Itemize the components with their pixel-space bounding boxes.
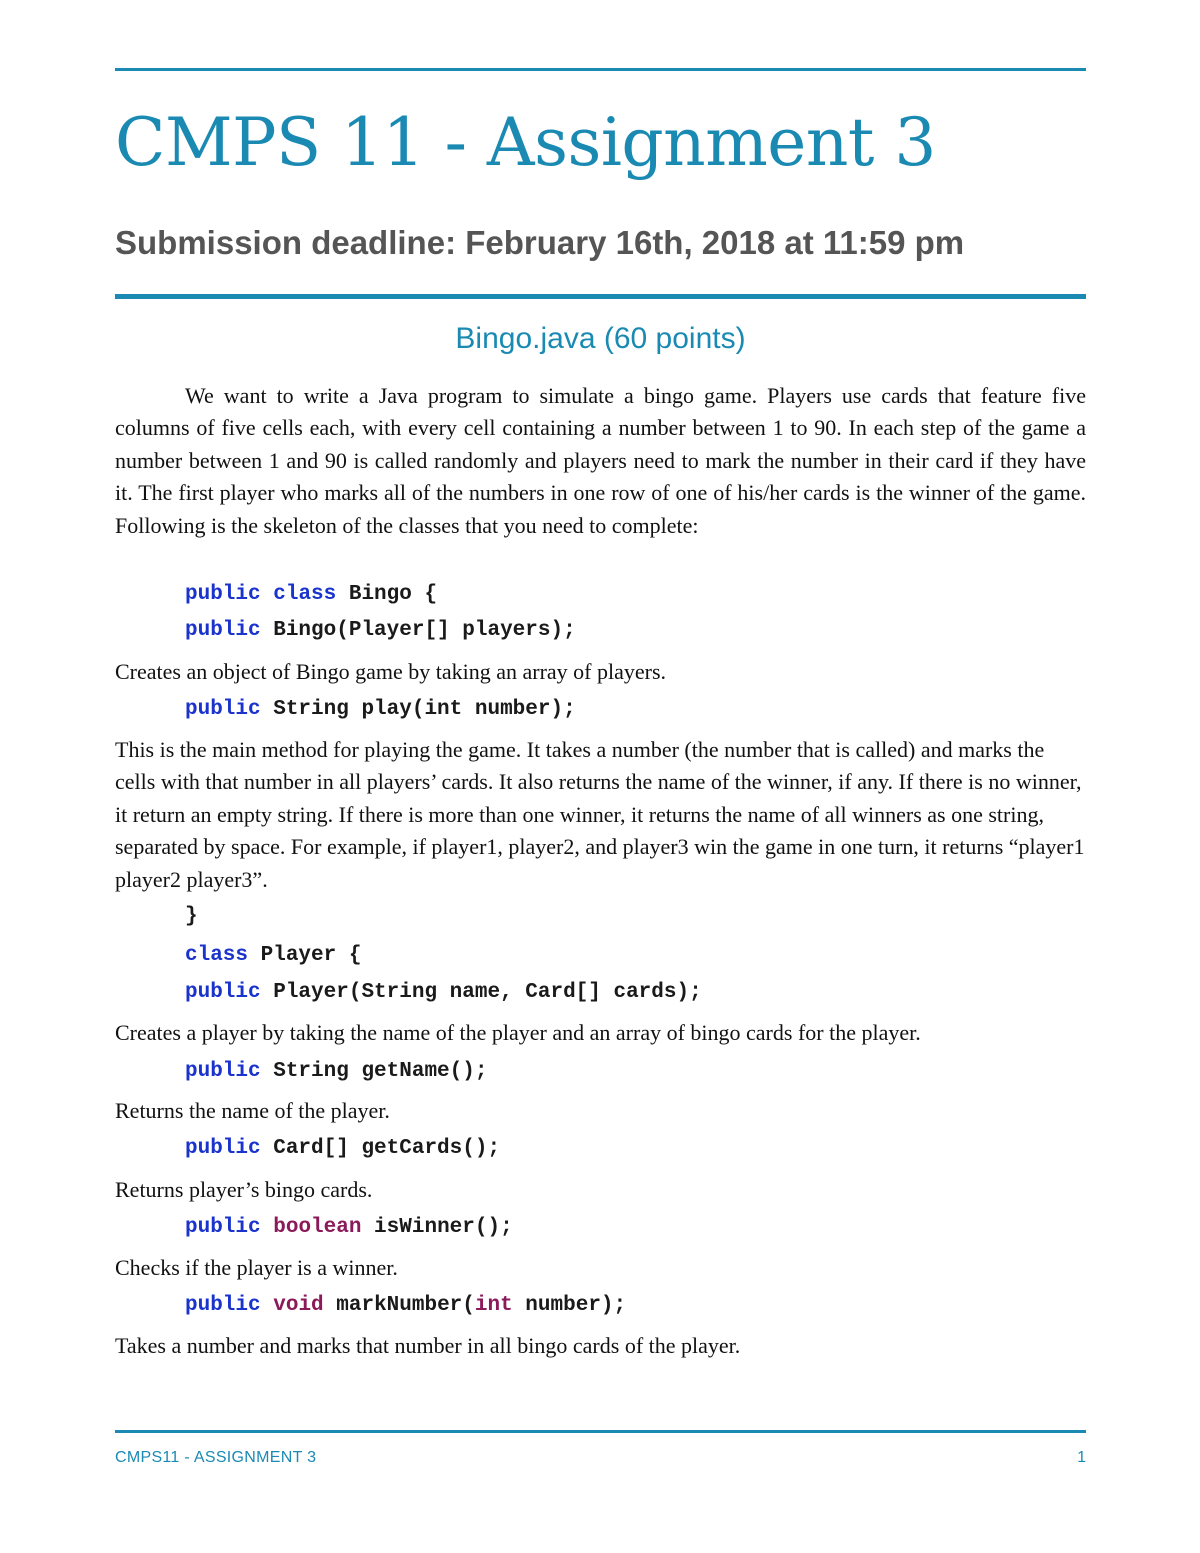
get-cards-description: Returns player’s bingo cards. (115, 1177, 373, 1202)
code-text: String play(int number); (260, 698, 576, 721)
code-bingo-constructor (185, 620, 576, 641)
play-method-description: This is the main method for playing the game. It takes a number (the number that is called) and marks the cells with that number in all players’ cards. It also returns the name of the winner, if any. If there is no winner, it return an empty string. If there is more than one winner, it returns the name of all winners as one string, separated by space. For example, if player1, player2, and player3 win the game in one turn, it returns “player1 player2 player3”. (115, 737, 1085, 892)
code-text: Bingo(Player[] players); (260, 619, 576, 642)
get-name-description: Returns the name of the player. (115, 1098, 390, 1123)
code-text: number); (512, 1294, 627, 1317)
code-keyword: public (185, 698, 261, 721)
code-keyword: public (185, 1294, 261, 1317)
code-text: isWinner(); (361, 1216, 513, 1239)
mark-number-description: Takes a number and marks that number in all bingo cards of the player. (115, 1333, 741, 1358)
code-player-class (185, 945, 361, 966)
code-keyword: int (474, 1294, 513, 1317)
code-keyword: public (185, 619, 261, 642)
submission-deadline: Submission deadline: February 16th, 2018 at 11:59 pm (115, 224, 965, 261)
code-text: String getName(); (260, 1060, 488, 1083)
code-text: Card[] getCards(); (260, 1137, 501, 1160)
code-player-constructor (185, 982, 702, 1003)
footer-rule (115, 1430, 1086, 1433)
code-text: markNumber( (323, 1294, 475, 1317)
code-keyword: public (185, 583, 261, 606)
code-close-brace: } (185, 905, 198, 928)
code-keyword: boolean (273, 1216, 362, 1239)
code-keyword: public (185, 981, 261, 1004)
code-text: Player(String name, Card[] cards); (260, 981, 702, 1004)
code-mark-number (185, 1295, 626, 1316)
intro-paragraph: We want to write a Java program to simulate a bingo game. Players use cards that feature five columns of five cells each, with every cell containing a number between 1 to 90. In each step of the game a number between 1 and 90 is called randomly and players need to mark the number in their card if they have it. The first player who marks all of the numbers in one row of one of his/her cards is the winner of the game. Following is the skeleton of the classes that you need to complete: (115, 383, 1086, 538)
is-winner-description: Checks if the player is a winner. (115, 1255, 398, 1280)
player-constructor-description: Creates a player by taking the name of the player and an array of bingo cards for the player. (115, 1020, 921, 1045)
page-number: 1 (1077, 1449, 1086, 1466)
code-get-name (185, 1061, 487, 1082)
code-text: Bingo { (336, 583, 438, 606)
code-is-winner (185, 1217, 513, 1238)
bingo-constructor-description: Creates an object of Bingo game by taking an array of players. (115, 659, 667, 684)
code-get-cards (185, 1138, 500, 1159)
code-bingo-class (185, 584, 437, 605)
footer-label: CMPS11 - ASSIGNMENT 3 (115, 1449, 317, 1466)
code-keyword: class (185, 944, 249, 967)
section-title: Bingo.java (60 points) (455, 322, 746, 355)
code-keyword: public (185, 1137, 261, 1160)
code-keyword: void (273, 1294, 324, 1317)
code-text: Player { (248, 944, 362, 967)
code-keyword: public (185, 1060, 261, 1083)
top-rule (115, 68, 1086, 71)
code-keyword: class (273, 583, 337, 606)
code-keyword: public (185, 1216, 261, 1239)
header-rule (115, 294, 1086, 299)
code-play-method (185, 699, 576, 720)
document-title: CMPS 11 - Assignment 3 (115, 104, 936, 181)
